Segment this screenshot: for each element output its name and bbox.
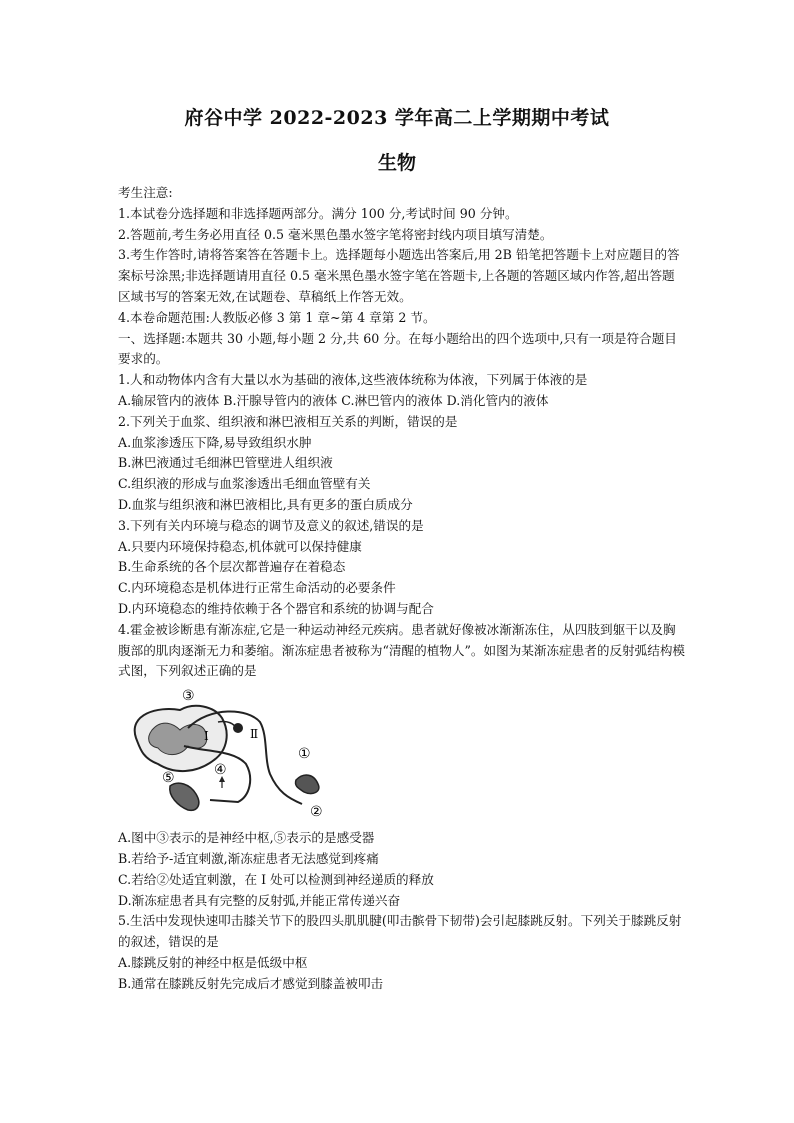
option-c: C.内环境稳态是机体进行正常生命活动的必要条件 [118, 580, 396, 596]
notice-item: 4.本卷命题范围:人教版必修 3 第 1 章~第 4 章第 2 节。 [118, 309, 436, 325]
question-options: A.输尿管内的液体 B.汗腺导管内的液体 C.淋巴管内的液体 D.消化管内的液体 [118, 392, 549, 408]
question-stem: 1.人和动物体内含有大量以水为基础的液体,这些液体统称为体液，下列属于体液的是 [118, 372, 588, 388]
option-a: A.只要内环境保持稳态,机体就可以保持健康 [118, 538, 362, 554]
receptor-skin [295, 775, 318, 794]
option-a: A.图中③表示的是神经中枢,⑤表示的是感受器 [118, 830, 375, 846]
label-2: ② [310, 804, 323, 821]
notice-item: 3.考生作答时,请将答案答在答题卡上。选择题每小题选出答案后,用 2B 铅笔把答题卡上对应题目的答案标号涂黑;非选择题请用直径 0.5 毫米黑色墨水签字笔在答题卡,上各题的答题区域内作答,超出答题区域书写的答案无效,在试题卷、草稿纸上作答无效。 [118, 247, 680, 304]
option-b: B.若给予-适宜刺激,渐冻症患者无法感觉到疼痛 [118, 850, 379, 866]
option-b: B.通常在膝跳反射先完成后才感觉到膝盖被叩击 [118, 975, 384, 991]
question-stem: 5.生活中发现快速叩击膝关节下的股四头肌肌腱(叩击髌骨下韧带)会引起膝跳反射。下列关于膝跳反射的叙述，错误的是 [118, 913, 682, 950]
subject-title: 生物 [377, 152, 416, 174]
label-4: ④ [214, 762, 227, 779]
notice-heading: 考生注意: [118, 185, 173, 200]
question-stem: 4.霍金被诊断患有渐冻症,它是一种运动神经元疾病。患者就好像被冰渐渐冻住，从四肢到躯干以及胸腹部的肌肉逐渐无力和萎缩。渐冻症患者被称为“清醒的植物人”。如图为某渐冻症患者的反射弧结构模式图，下列叙述正确的是 [118, 621, 686, 679]
question-stem: 2.下列关于血浆、组织液和淋巴液相互关系的判断，错误的是 [118, 413, 458, 429]
label-1: ① [298, 746, 311, 763]
notice-item: 1.本试卷分选择题和非选择题两部分。满分 100 分,考试时间 90 分钟。 [118, 205, 518, 221]
label-3: ③ [182, 688, 195, 705]
notice-item: 2.答题前,考生务必用直径 0.5 毫米黑色墨水签字笔将密封线内项目填写清楚。 [118, 226, 553, 242]
option-b: B.淋巴液通过毛细淋巴管壁进人组织液 [118, 455, 333, 471]
label-I: Ⅰ [204, 729, 209, 744]
exam-title: 府谷中学 2022-2023 学年高二上学期期中考试 [184, 107, 610, 129]
option-a: A.血浆渗透压下降,易导致组织水肿 [118, 434, 312, 450]
option-a: A.膝跳反射的神经中枢是低级中枢 [118, 954, 308, 970]
ganglion [233, 723, 243, 733]
effector-muscle [170, 783, 199, 810]
option-c: C.组织液的形成与血浆渗透出毛细血管壁有关 [118, 476, 371, 492]
option-d: D.渐冻症患者具有完整的反射弧,并能正常传递兴奋 [118, 892, 401, 908]
label-5: ⑤ [162, 770, 175, 787]
question-stem: 3.下列有关内环境与稳态的调节及意义的叙述,错误的是 [118, 517, 424, 533]
option-d: D.内环境稳态的维持依赖于各个器官和系统的协调与配合 [118, 600, 434, 616]
option-c: C.若给②处适宜刺激，在 I 处可以检测到神经递质的释放 [118, 871, 434, 887]
reflex-arc-figure [118, 688, 348, 824]
section-instructions: 一、选择题:本题共 30 小题,每小题 2 分,共 60 分。在每小题给出的四个选项中,只有一项是符合题目要求的。 [118, 330, 677, 367]
document-body [118, 183, 686, 995]
label-II: Ⅱ [250, 727, 259, 742]
option-d: D.血浆与组织液和淋巴液相比,具有更多的蛋白质成分 [118, 496, 413, 512]
option-b: B.生命系统的各个层次都普遍存在着稳态 [118, 559, 346, 575]
